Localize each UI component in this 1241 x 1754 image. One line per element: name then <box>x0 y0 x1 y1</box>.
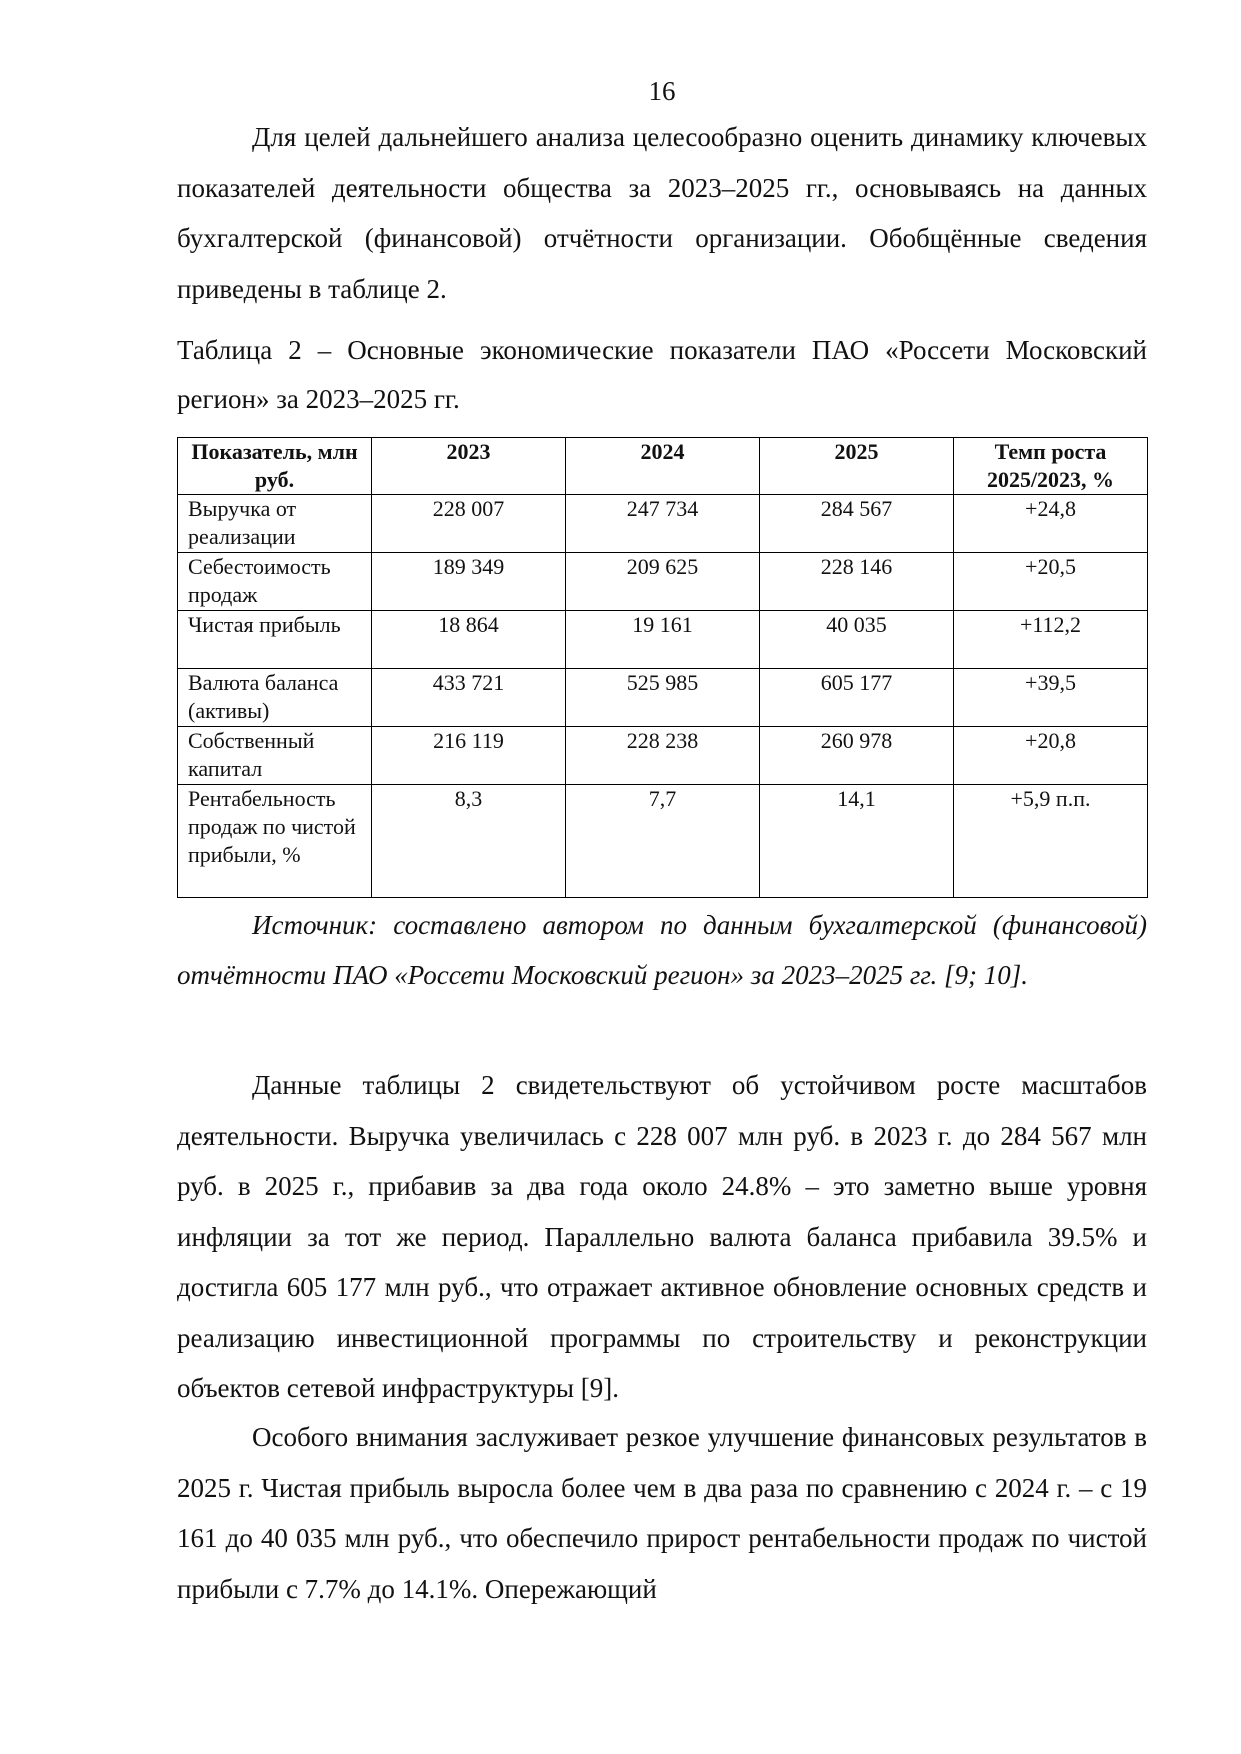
header-2025: 2025 <box>760 438 954 495</box>
header-2024: 2024 <box>566 438 760 495</box>
cell-growth: +24,8 <box>954 495 1148 553</box>
cell-growth: +20,5 <box>954 553 1148 611</box>
table-row <box>178 669 1148 727</box>
cell-2024: 525 985 <box>566 669 760 727</box>
table-row <box>178 553 1148 611</box>
cell-growth: +5,9 п.п. <box>954 785 1148 898</box>
table-row <box>178 785 1148 898</box>
cell-2024: 228 238 <box>566 727 760 785</box>
intro-paragraph: Для целей дальнейшего анализа целесообразно оценить динамику ключевых показателей деятельности общества за 2023–2025 гг., основываясь на данных бухгалтерской (финансовой) отчётности организации. Обобщённые сведения приведены в таблице 2. <box>177 122 1147 304</box>
page-number: 16 <box>648 76 676 106</box>
table-row <box>178 727 1148 785</box>
cell-growth: +112,2 <box>954 611 1148 669</box>
document-page <box>177 0 1147 1754</box>
table-header-row <box>178 438 1148 495</box>
cell-2025: 284 567 <box>760 495 954 553</box>
cell-2025: 605 177 <box>760 669 954 727</box>
economic-indicators-table <box>177 437 1148 898</box>
cell-2025: 14,1 <box>760 785 954 898</box>
cell-growth: +39,5 <box>954 669 1148 727</box>
cell-2023: 18 864 <box>372 611 566 669</box>
cell-2024: 7,7 <box>566 785 760 898</box>
analysis-paragraph-continued: Особого внимания заслуживает резкое улучшение финансовых результатов в 2025 г. Чистая прибыль выросла более чем в два раза по сравнению с 2024 г. – с 19 161 до 40 035 млн руб., что обеспечило прирост рентабельности продаж по чистой прибыли с 7.7% до 14.1%. Опережающий <box>177 1422 1147 1604</box>
row-label: Чистая прибыль <box>178 611 372 669</box>
header-2023: 2023 <box>372 438 566 495</box>
cell-2024: 209 625 <box>566 553 760 611</box>
header-growth-rate: Темп роста 2025/2023, % <box>954 438 1148 495</box>
cell-2024: 247 734 <box>566 495 760 553</box>
analysis-paragraph: Данные таблицы 2 свидетельствуют об устойчивом росте масштабов деятельности. Выручка увеличилась с 228 007 млн руб. в 2023 г. до 284 567 млн руб. в 2025 г., прибавив за два года около 24.8% – это заметно выше уровня инфляции за тот же период. Параллельно валюта баланса прибавила 39.5% и достигла 605 177 млн руб., что отражает активное обновление основных средств и реализацию инвестиционной программы по строительству и реконструкции объектов сетевой инфраструктуры [9]. <box>177 1070 1147 1403</box>
table-row <box>178 495 1148 553</box>
cell-2025: 228 146 <box>760 553 954 611</box>
table-caption: Таблица 2 – Основные экономические показатели ПАО «Россети Московский регион» за 2023–2025 гг. <box>177 335 1147 414</box>
row-label: Выручка от реализации <box>178 495 372 553</box>
row-label: Рентабельность продаж по чистой прибыли, % <box>178 785 372 898</box>
row-label: Собственный капитал <box>178 727 372 785</box>
row-label: Валюта баланса (активы) <box>178 669 372 727</box>
cell-2023: 216 119 <box>372 727 566 785</box>
table-source-note: Источник: составлено автором по данным бухгалтерской (финансовой) отчётности ПАО «Россети Московский регион» за 2023–2025 гг. [9; 10]. <box>177 910 1147 990</box>
cell-2024: 19 161 <box>566 611 760 669</box>
header-indicator: Показатель, млн руб. <box>178 438 372 495</box>
cell-2025: 260 978 <box>760 727 954 785</box>
cell-2025: 40 035 <box>760 611 954 669</box>
cell-2023: 228 007 <box>372 495 566 553</box>
cell-2023: 189 349 <box>372 553 566 611</box>
table-row <box>178 611 1148 669</box>
cell-2023: 433 721 <box>372 669 566 727</box>
row-label: Себестоимость продаж <box>178 553 372 611</box>
cell-growth: +20,8 <box>954 727 1148 785</box>
cell-2023: 8,3 <box>372 785 566 898</box>
